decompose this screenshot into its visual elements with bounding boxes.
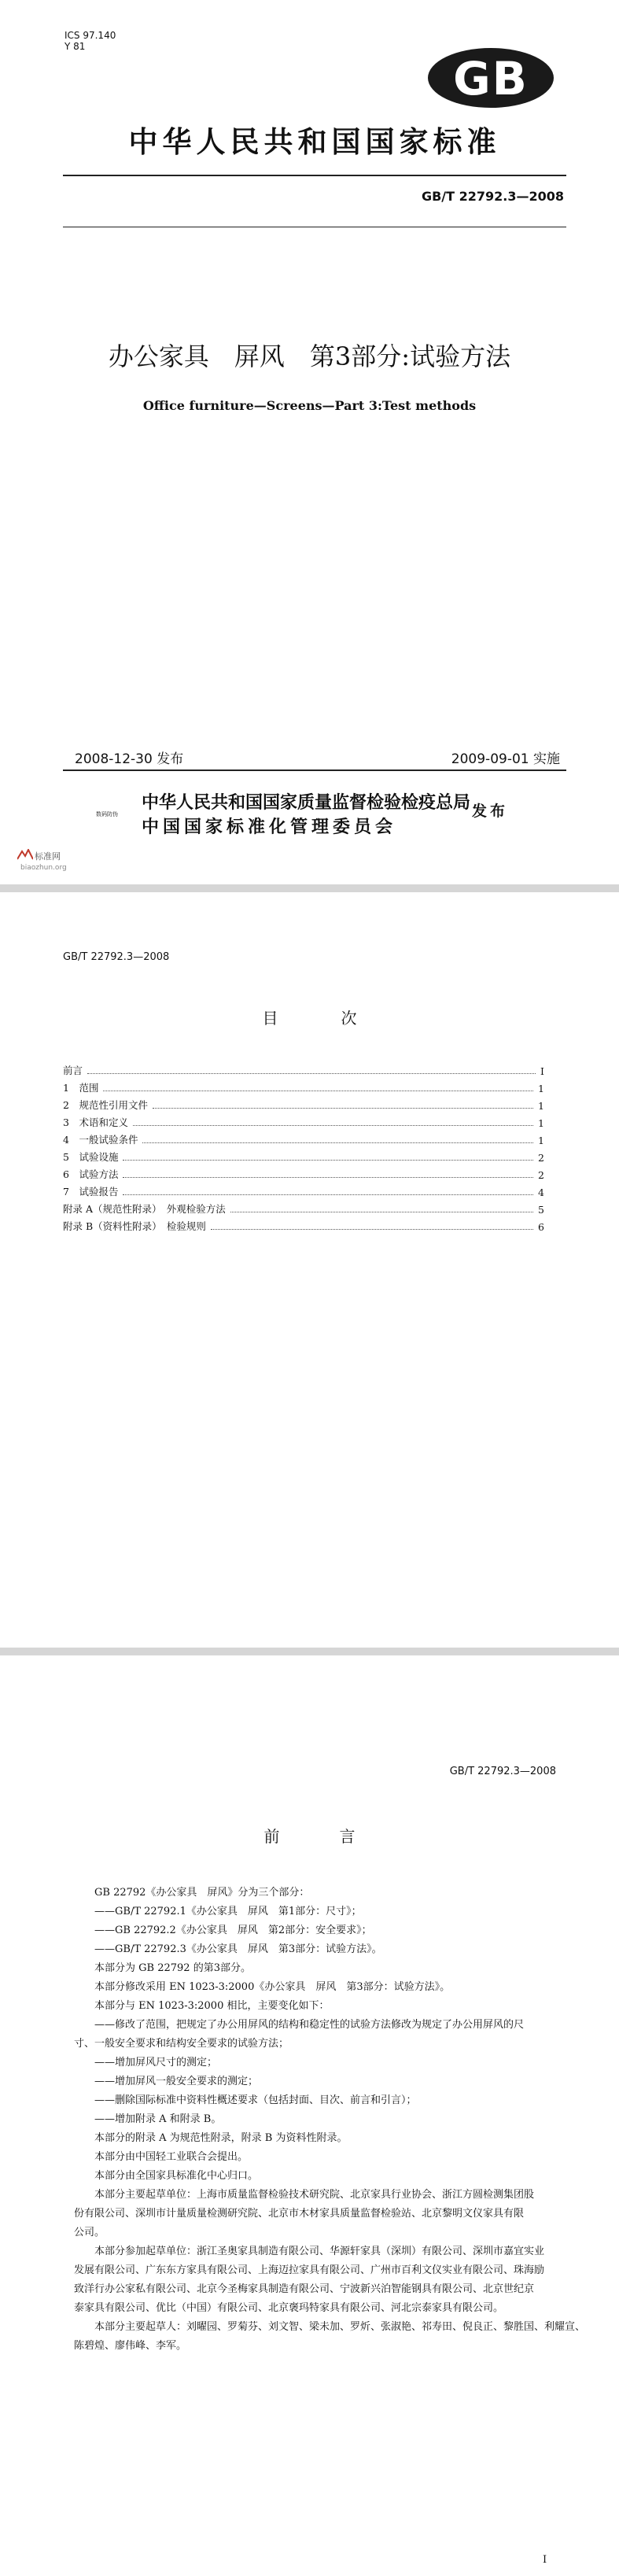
cover-page xyxy=(0,0,619,884)
foreword-line: 本部分主要起草单位：上海市质量监督检验技术研究院、北京家具行业协会、浙江方圆检测集团股 xyxy=(94,2189,535,2201)
foreword-page xyxy=(0,1655,619,2576)
toc-entry-label: 3 术语和定义 xyxy=(63,1116,128,1128)
foreword-line: 本部分由中国轻工业联合会提出。 xyxy=(94,2151,249,2163)
foreword-line: 公司。 xyxy=(74,2227,105,2238)
foreword-body xyxy=(74,1884,586,2356)
toc-entry[interactable] xyxy=(63,1112,544,1129)
foreword-line: 本部分修改采用 EN 1023-3:2000《办公家具 屏风 第3部分：试验方法》。 xyxy=(94,1981,451,1993)
toc-entry-label: 2 规范性引用文件 xyxy=(63,1099,148,1111)
toc-leader-dots xyxy=(123,1160,533,1161)
toc-entry-page: 1 xyxy=(538,1135,544,1146)
foreword-line: 本部分为 GB 22792 的第3部分。 xyxy=(94,1962,251,1974)
toc-entry[interactable] xyxy=(63,1146,544,1164)
foreword-line: 致洋行办公家私有限公司、北京今圣梅家具制造有限公司、宁波新兴泊智能钢具有限公司、北京世纪京 xyxy=(74,2283,535,2295)
toc-leader-dots xyxy=(87,1073,536,1074)
foreword-line: 陈碧煌、廖伟峰、李军。 xyxy=(74,2340,187,2352)
toc-leader-dots xyxy=(123,1177,533,1178)
foreword-line: ——删除国际标准中资料性概述要求（包括封面、目次、前言和引言）； xyxy=(94,2094,417,2106)
foreword-line: ——GB 22792.2《办公家具 屏风 第2部分：安全要求》； xyxy=(94,1925,372,1936)
toc-entry-label: 附录 A（规范性附录） 外观检验方法 xyxy=(63,1203,226,1215)
toc-leader-dots xyxy=(211,1229,533,1230)
toc-list xyxy=(63,1060,544,1233)
page-header: GB/T 22792.3—2008 xyxy=(449,1766,556,1777)
watermark-icon xyxy=(17,848,33,863)
ics-code-block xyxy=(64,30,116,52)
foreword-line: 本部分主要起草人：刘曜园、罗菊芬、刘文智、梁未加、罗炘、张淑艳、祁寿田、倪良正、黎胜国、利耀宣、 xyxy=(94,2321,586,2333)
publish-label: 发布 xyxy=(472,803,509,820)
ics-code: ICS 97.140 xyxy=(64,30,116,41)
issuer-line-1: 中华人民共和国国家质量监督检验检疫总局 xyxy=(142,792,471,813)
foreword-line: ——修改了范围，把规定了办公用屏风的结构和稳定性的试验方法修改为规定了办公用屏风的尺 xyxy=(94,2019,525,2031)
document-title-english: Office furniture—Screens—Part 3:Test methods xyxy=(142,398,477,413)
foreword-line: ——GB/T 22792.3《办公家具 屏风 第3部分：试验方法》。 xyxy=(94,1943,382,1955)
foreword-line: ——增加屏风尺寸的测定； xyxy=(94,2057,218,2069)
foreword-line: 泰家具有限公司、优比（中国）有限公司、北京褒玛特家具有限公司、河北宗泰家具有限公司。 xyxy=(74,2302,504,2314)
gb-logo xyxy=(425,46,557,110)
toc-entry[interactable] xyxy=(63,1094,544,1112)
issue-date: 2008-12-30 发布 xyxy=(75,751,184,767)
toc-entry-page: 2 xyxy=(538,1169,544,1181)
foreword-line: ——增加附录 A 和附录 B。 xyxy=(94,2113,222,2125)
toc-page xyxy=(0,892,619,1648)
toc-entry-page: 2 xyxy=(538,1152,544,1164)
anti-counterfeit-stamp: 数码防伪 xyxy=(96,811,118,817)
watermark-url: biaozhun.org xyxy=(20,864,67,872)
ccs-code: Y 81 xyxy=(64,41,86,52)
toc-entry-label: 7 试验报告 xyxy=(63,1186,119,1198)
watermark-name: 标准网 xyxy=(35,851,61,862)
toc-entry-label: 附录 B（资料性附录） 检验规则 xyxy=(63,1220,206,1232)
top-rule xyxy=(63,175,566,176)
toc-leader-dots xyxy=(153,1108,533,1109)
toc-entry-page: 1 xyxy=(538,1100,544,1112)
toc-entry-page: 5 xyxy=(538,1204,544,1216)
toc-entry-page: 6 xyxy=(538,1221,544,1233)
foreword-line: 发展有限公司、广东东方家具有限公司、上海迈拉家具有限公司、广州市百利文仪实业有限公司、珠海励 xyxy=(74,2264,545,2276)
toc-entry[interactable] xyxy=(63,1077,544,1094)
toc-entry-page: 4 xyxy=(538,1187,544,1198)
toc-entry-label: 6 试验方法 xyxy=(63,1168,119,1180)
foreword-line: 份有限公司、深圳市计量质量检测研究院、北京市木材家具质量监督检验站、北京黎明文仪家具有限 xyxy=(74,2208,525,2220)
toc-entry[interactable] xyxy=(63,1181,544,1198)
foreword-line: 本部分与 EN 1023-3:2000 相比，主要变化如下： xyxy=(94,2000,330,2012)
svg-text:GB: GB xyxy=(453,52,529,105)
toc-entry-page: 1 xyxy=(538,1117,544,1129)
foreword-line: 寸、一般安全要求和结构安全要求的试验方法； xyxy=(74,2038,289,2050)
toc-entry[interactable] xyxy=(63,1216,544,1233)
toc-leader-dots xyxy=(133,1125,533,1126)
standard-number: GB/T 22792.3—2008 xyxy=(421,189,564,204)
toc-entry-label: 5 试验设施 xyxy=(63,1151,119,1163)
toc-entry[interactable] xyxy=(63,1198,544,1216)
issuer-line-2: 中国国家标准化管理委员会 xyxy=(142,817,397,837)
foreword-line: ——GB/T 22792.1《办公家具 屏风 第1部分：尺寸》； xyxy=(94,1906,362,1917)
toc-title: 目 次 xyxy=(262,1009,381,1028)
toc-entry-label: 前言 xyxy=(63,1065,83,1076)
foreword-line: 本部分由全国家具标准化中心归口。 xyxy=(94,2170,259,2182)
toc-entry-page: 1 xyxy=(538,1083,544,1094)
toc-leader-dots xyxy=(142,1142,533,1143)
implement-date: 2009-09-01 实施 xyxy=(451,751,560,767)
date-rule xyxy=(63,769,566,771)
toc-entry[interactable] xyxy=(63,1164,544,1181)
standard-title: 中华人民共和国国家标准 xyxy=(128,124,501,159)
toc-leader-dots xyxy=(123,1194,533,1195)
toc-entry[interactable] xyxy=(63,1060,544,1077)
toc-entry-label: 1 范围 xyxy=(63,1082,99,1094)
toc-entry-page: Ⅰ xyxy=(540,1065,544,1077)
page-header: GB/T 22792.3—2008 xyxy=(63,951,170,963)
foreword-line: ——增加屏风一般安全要求的测定； xyxy=(94,2076,259,2087)
foreword-line: 本部分的附录 A 为规范性附录，附录 B 为资料性附录。 xyxy=(94,2132,348,2144)
foreword-line: GB 22792《办公家具 屏风》分为三个部分： xyxy=(94,1887,310,1899)
foreword-title: 前 言 xyxy=(263,1827,378,1846)
page-number: Ⅰ xyxy=(543,2554,547,2566)
document-title: 办公家具 屏风 第3部分:试验方法 xyxy=(108,341,511,371)
toc-entry[interactable] xyxy=(63,1129,544,1146)
toc-entry-label: 4 一般试验条件 xyxy=(63,1134,138,1146)
foreword-line: 本部分参加起草单位：浙江圣奥家具制造有限公司、华源轩家具（深圳）有限公司、深圳市嘉宜实业 xyxy=(94,2246,545,2257)
